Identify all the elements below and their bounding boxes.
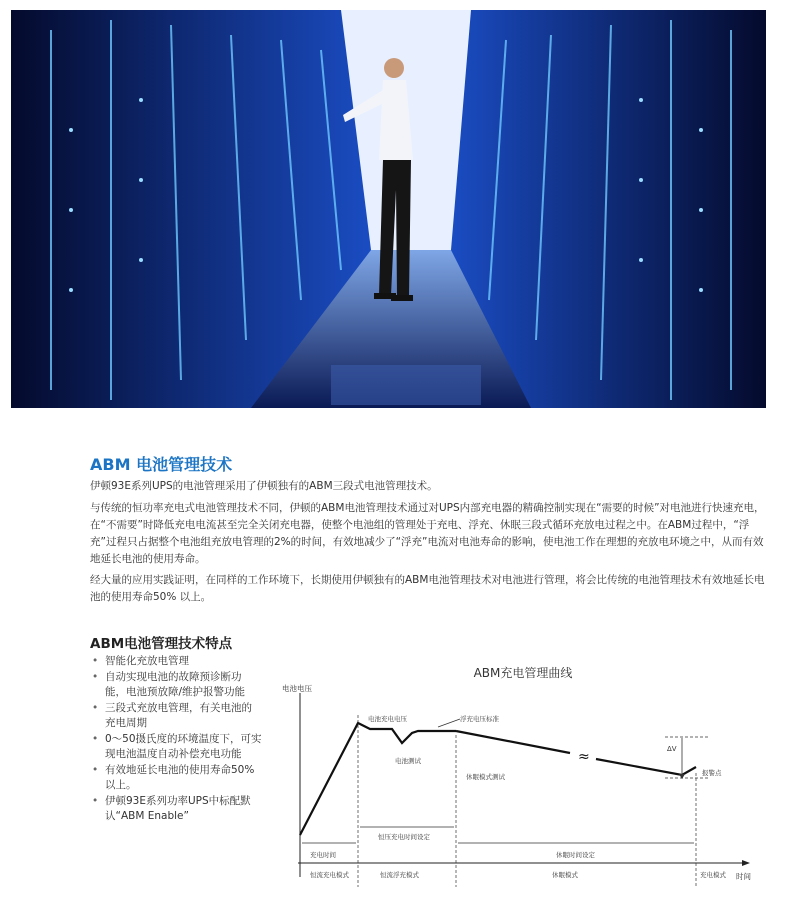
y-axis-label: 电池电压 — [282, 684, 312, 693]
curve-segment-charge — [300, 723, 456, 835]
delta-v-arrow-head — [679, 774, 685, 779]
feature-item: • 自动实现电池的故障预诊断功能，电池预放障/维护报警功能 — [92, 670, 262, 701]
curve-segment-tail — [596, 759, 696, 775]
data-center-photo — [11, 10, 766, 408]
x-axis-arrow — [742, 860, 750, 866]
chart-title: ABM充电管理曲线 — [473, 666, 573, 680]
abm-charge-curve-chart — [280, 655, 755, 895]
abm-benefit-paragraph: 经大量的应用实践证明，在同样的工作环境下，长期使用伊顿独有的ABM电池管理技术对电池进行管理，将会比传统的电池管理技术有效地延长电池的使用寿命50% 以上。 — [90, 574, 765, 603]
intro-paragraph: 伊顿93E系列UPS的电池管理采用了伊顿独有的ABM三段式电池管理技术。 — [90, 480, 438, 492]
label-charge-time: 充电时间 — [310, 851, 336, 859]
feature-item: • 有效地延长电池的使用寿命50%以上。 — [92, 763, 262, 794]
feature-item: • 三段式充放电管理，有关电池的充电周期 — [92, 701, 262, 732]
annotation-delta-v: ΔV — [667, 745, 677, 753]
features-title: ABM电池管理技术特点 — [90, 636, 233, 652]
section-title: ABM 电池管理技术 — [90, 455, 233, 474]
annotation-float-standard: 浮充电压标准 — [460, 715, 499, 723]
x-axis-label: 时间 — [736, 872, 751, 881]
feature-item: • 智能化充放电管理 — [92, 654, 262, 670]
annotation-rest-mode-test: 休眠模式测试 — [466, 773, 505, 781]
mode-constant-current-charge: 恒流充电模式 — [310, 871, 349, 879]
annotation-pointer — [438, 719, 460, 727]
annotation-battery-test: 电池测试 — [395, 757, 421, 765]
label-constant-voltage-time-setting: 恒压充电时间设定 — [378, 833, 430, 841]
break-symbol: ≈ — [578, 749, 590, 765]
feature-item: • 伊顿93E系列功率UPS中标配默认“ABM Enable” — [92, 794, 262, 825]
annotation-charge-voltage: 电池充电电压 — [368, 715, 407, 723]
feature-item: • 0～50摄氏度的环境温度下，可实现电池温度自动补偿充电功能 — [92, 732, 262, 763]
features-list — [92, 654, 262, 825]
label-rest-time-setting: 休眠时间设定 — [556, 851, 595, 859]
mode-constant-voltage-float: 恒流浮充模式 — [380, 871, 419, 879]
curve-segment-rest — [456, 731, 570, 753]
abm-description-paragraph: 与传统的恒功率充电式电池管理技术不同，伊顿的ABM电池管理技术通过对UPS内部充电器的精确控制实现在“需要的时候”对电池进行快速充电，在“不需要”时降低充电电流甚至完全关闭充电器，使整个电池组的管理处于充电、浮充、休眠三段式循环充放电过程之中。在ABM过程中，“浮充”过程只占据整个电池组充放电管理的2%的时间，有效地减少了“浮充”电流对电池寿命的影响，使电池工作在理想的充放电环境之中，从而有效地延长电池的使用寿命。 — [90, 502, 765, 565]
annotation-alarm-point: 报警点 — [702, 769, 722, 777]
mode-charge: 充电模式 — [700, 871, 726, 879]
mode-rest: 休眠模式 — [552, 871, 578, 879]
